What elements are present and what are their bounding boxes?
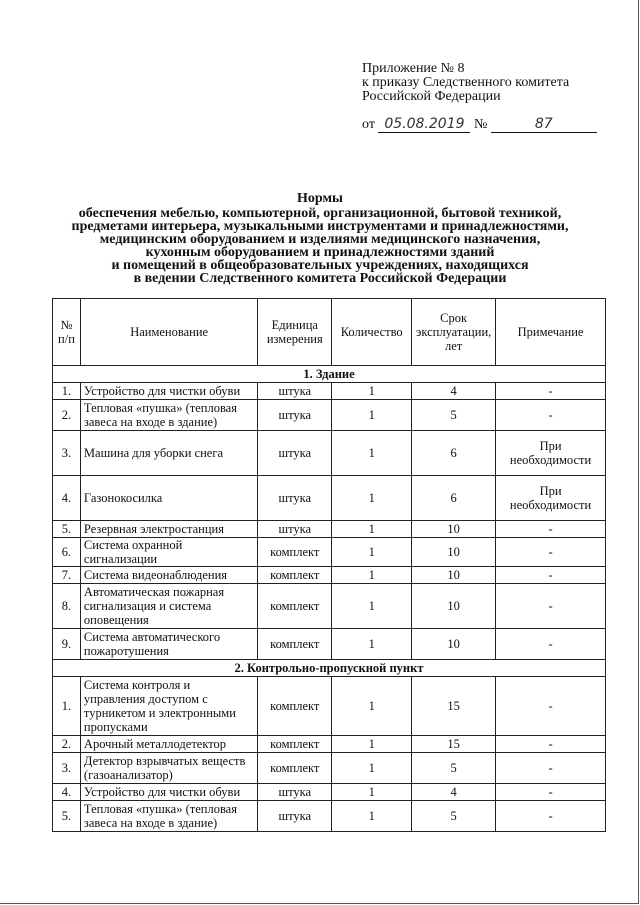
header-term: Срок эксплуатации, лет (412, 299, 496, 366)
cell-note: - (496, 567, 606, 584)
cell-qty: 1 (332, 801, 412, 832)
cell-num: 3. (53, 753, 81, 784)
header-note: Примечание (496, 299, 606, 366)
title-line: кухонным оборудованием и принадлежностями зданий (145, 245, 495, 260)
cell-num: 6. (53, 538, 81, 567)
order-line (362, 116, 597, 133)
section-row (53, 366, 606, 383)
cell-num: 7. (53, 567, 81, 584)
cell-unit: комплект (258, 736, 332, 753)
cell-num: 1. (53, 677, 81, 736)
cell-name: Машина для уборки снега (80, 431, 257, 476)
cell-term: 5 (412, 753, 496, 784)
cell-name: Тепловая «пушка» (тепловая завеса на входе в здание) (80, 400, 257, 431)
header-name: Наименование (80, 299, 257, 366)
cell-note: - (496, 784, 606, 801)
cell-qty: 1 (332, 431, 412, 476)
cell-qty: 1 (332, 521, 412, 538)
table-row (53, 538, 606, 567)
norms-table-body (53, 366, 606, 832)
cell-note: - (496, 521, 606, 538)
table-row (53, 784, 606, 801)
cell-name: Устройство для чистки обуви (80, 784, 257, 801)
cell-name: Тепловая «пушка» (тепловая завеса на входе в здание) (80, 801, 257, 832)
cell-num: 2. (53, 400, 81, 431)
cell-num: 8. (53, 584, 81, 629)
cell-num: 1. (53, 383, 81, 400)
cell-unit: штука (258, 383, 332, 400)
title-line: предметами интерьера, музыкальными инструментами и принадлежностями, (71, 219, 569, 234)
table-header-row (53, 299, 606, 366)
appendix-order-ref: к приказу Следственного комитета (362, 75, 570, 90)
cell-unit: комплект (258, 584, 332, 629)
cell-term: 10 (412, 521, 496, 538)
title-line: медицинским оборудованием и изделиями медицинского назначения, (99, 232, 541, 247)
cell-unit: штука (258, 784, 332, 801)
table-row (53, 400, 606, 431)
appendix-number: Приложение № 8 (362, 61, 465, 76)
cell-unit: штука (258, 476, 332, 521)
table-row (53, 521, 606, 538)
table-row (53, 736, 606, 753)
title-line: и помещений в общеобразовательных учреждениях, находящихся (111, 258, 529, 273)
cell-num: 4. (53, 476, 81, 521)
table-row (53, 431, 606, 476)
header-unit: Единица измерения (258, 299, 332, 366)
table-row (53, 677, 606, 736)
cell-unit: комплект (258, 629, 332, 660)
cell-unit: комплект (258, 538, 332, 567)
cell-term: 4 (412, 784, 496, 801)
cell-name: Система автоматического пожаротушения (80, 629, 257, 660)
cell-unit: штука (258, 521, 332, 538)
document-title (30, 192, 610, 285)
section-row (53, 660, 606, 677)
cell-term: 10 (412, 538, 496, 567)
cell-qty: 1 (332, 677, 412, 736)
title-line: обеспечения мебелью, компьютерной, организационной, бытовой техникой, (78, 206, 562, 221)
cell-term: 5 (412, 400, 496, 431)
cell-qty: 1 (332, 567, 412, 584)
table-row (53, 629, 606, 660)
order-date: 05.08.2019 (378, 116, 470, 133)
order-number: 87 (491, 116, 597, 133)
cell-qty: 1 (332, 584, 412, 629)
cell-term: 5 (412, 801, 496, 832)
table-row (53, 753, 606, 784)
cell-note: При необходимости (496, 431, 606, 476)
header-qty: Количество (332, 299, 412, 366)
cell-qty: 1 (332, 736, 412, 753)
table-row (53, 584, 606, 629)
cell-unit: комплект (258, 677, 332, 736)
title-heading: Нормы (297, 191, 343, 206)
cell-num: 4. (53, 784, 81, 801)
cell-note: - (496, 584, 606, 629)
cell-term: 10 (412, 584, 496, 629)
cell-unit: штука (258, 400, 332, 431)
cell-note: - (496, 677, 606, 736)
cell-unit: штука (258, 801, 332, 832)
cell-name: Система видеонаблюдения (80, 567, 257, 584)
section-title: 1. Здание (53, 366, 606, 383)
cell-term: 15 (412, 736, 496, 753)
cell-note: - (496, 383, 606, 400)
cell-term: 10 (412, 567, 496, 584)
cell-term: 6 (412, 476, 496, 521)
cell-num: 5. (53, 801, 81, 832)
header-num: № п/п (53, 299, 81, 366)
cell-term: 6 (412, 431, 496, 476)
table-row (53, 801, 606, 832)
norms-table (52, 298, 606, 832)
cell-note: - (496, 629, 606, 660)
cell-note: - (496, 801, 606, 832)
appendix-org: Российской Федерации (362, 89, 501, 104)
cell-name: Система охранной сигнализации (80, 538, 257, 567)
cell-name: Арочный металлодетектор (80, 736, 257, 753)
cell-qty: 1 (332, 629, 412, 660)
cell-name: Автоматическая пожарная сигнализация и система оповещения (80, 584, 257, 629)
cell-qty: 1 (332, 753, 412, 784)
cell-num: 5. (53, 521, 81, 538)
section-title: 2. Контрольно-пропускной пункт (53, 660, 606, 677)
cell-qty: 1 (332, 476, 412, 521)
title-line: в ведении Следственного комитета Российской Федерации (133, 271, 507, 286)
cell-name: Резервная электростанция (80, 521, 257, 538)
cell-num: 9. (53, 629, 81, 660)
cell-note: - (496, 753, 606, 784)
cell-qty: 1 (332, 400, 412, 431)
table-row (53, 383, 606, 400)
appendix-block (362, 62, 569, 104)
cell-note: При необходимости (496, 476, 606, 521)
table-row (53, 567, 606, 584)
cell-note: - (496, 538, 606, 567)
cell-unit: комплект (258, 567, 332, 584)
cell-name: Устройство для чистки обуви (80, 383, 257, 400)
cell-unit: комплект (258, 753, 332, 784)
cell-term: 4 (412, 383, 496, 400)
cell-name: Детектор взрывчатых веществ (газоанализатор) (80, 753, 257, 784)
cell-note: - (496, 736, 606, 753)
cell-unit: штука (258, 431, 332, 476)
cell-term: 15 (412, 677, 496, 736)
order-prefix: от (362, 117, 375, 132)
order-number-label: № (473, 117, 488, 132)
cell-note: - (496, 400, 606, 431)
cell-name: Газонокосилка (80, 476, 257, 521)
cell-num: 2. (53, 736, 81, 753)
cell-num: 3. (53, 431, 81, 476)
cell-qty: 1 (332, 784, 412, 801)
cell-name: Система контроля и управления доступом с турникетом и электронными пропусками (80, 677, 257, 736)
cell-term: 10 (412, 629, 496, 660)
cell-qty: 1 (332, 538, 412, 567)
table-row (53, 476, 606, 521)
cell-qty: 1 (332, 383, 412, 400)
